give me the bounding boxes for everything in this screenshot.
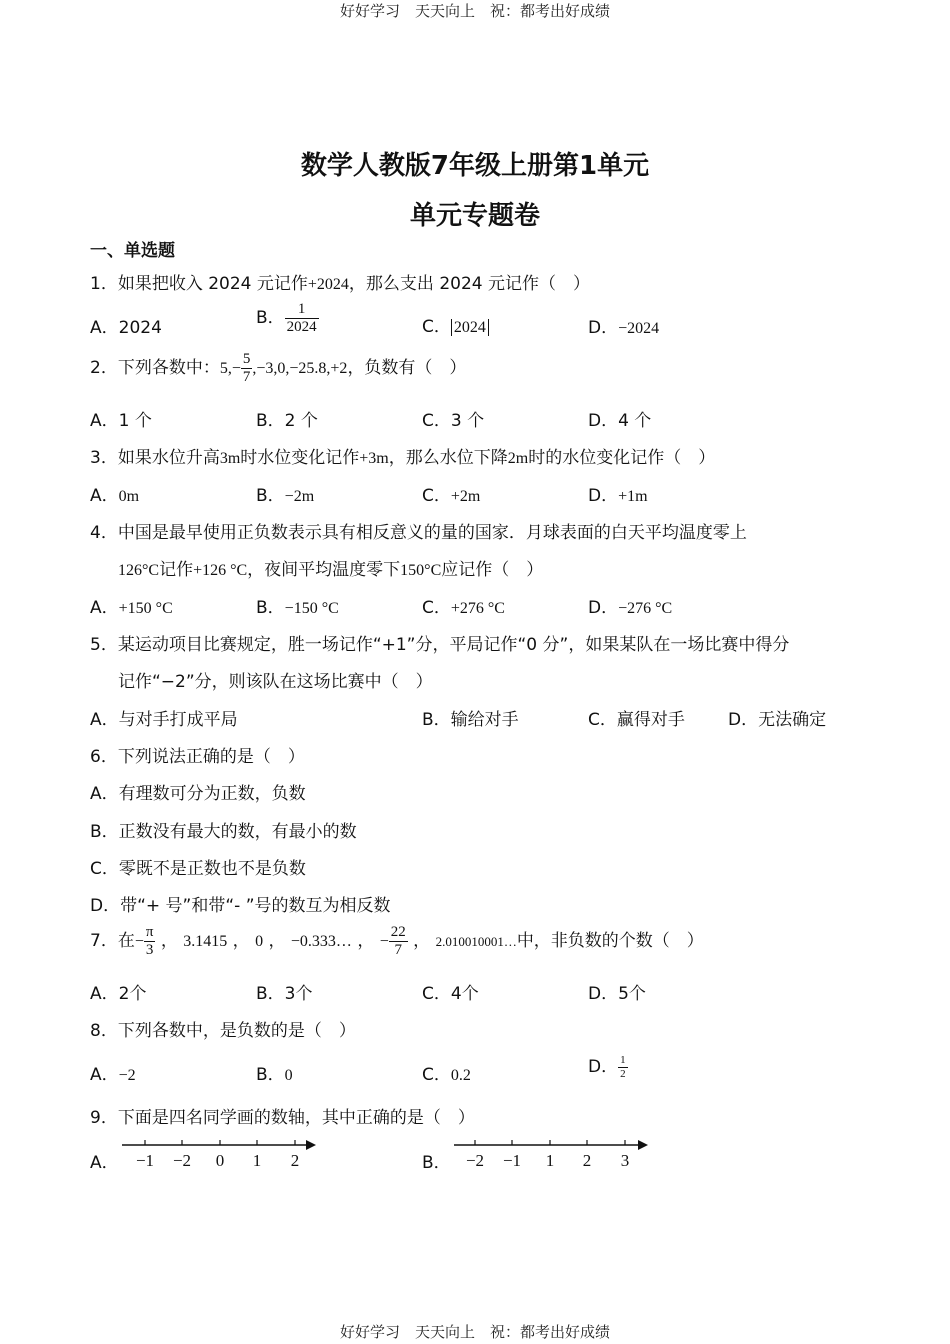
- q7-option-d: D．5个: [588, 984, 646, 1004]
- q9-a-tick-label: −1: [135, 1151, 155, 1170]
- q9-number-line-a: [118, 1134, 323, 1174]
- q9-b-tick-label: 2: [582, 1151, 592, 1170]
- q9-a-tick-label: 2: [290, 1151, 300, 1170]
- q7-option-a: A．2个: [90, 984, 147, 1004]
- question-9: 9．下面是四名同学画的数轴，其中正确的是（ ）: [90, 1108, 475, 1128]
- question-2: 2．下列各数中：5,− $\frac{5}{7}$ ,−3,0,−25.8,+2，负数有（ ）: [90, 351, 467, 385]
- q5-option-a: A．与对手打成平局: [90, 710, 238, 730]
- q6-option-d: D．带“+ 号”和带“- ”号的数互为相反数: [90, 896, 391, 916]
- q1-option-a: A．2024: [90, 318, 162, 338]
- q2-option-b: B．2 个: [256, 411, 318, 431]
- q8-option-b: B．0: [256, 1065, 293, 1085]
- q9-b-tick-label: 1: [545, 1151, 555, 1170]
- q8-option-d: D． $\frac{1}{2}$: [588, 1054, 626, 1080]
- q5-option-c: C．赢得对手: [588, 710, 685, 730]
- q6-option-b: B．正数没有最大的数，有最小的数: [90, 822, 357, 842]
- q3-option-b: B．−2m: [256, 486, 315, 506]
- q2-option-d: D．4 个: [588, 411, 652, 431]
- page-footer: 好好学习 天天向上 祝：都考出好成绩: [339, 1323, 610, 1341]
- question-4-line-1: 4．中国是最早使用正负数表示具有相反意义的量的国家．月球表面的白天平均温度零上: [90, 523, 747, 543]
- page-header: 好好学习 天天向上 祝：都考出好成绩: [339, 2, 610, 20]
- q4-option-d: D．−276 °C: [588, 598, 673, 618]
- q9-option-a-label: A．: [90, 1153, 119, 1173]
- q3-option-a: A．0m: [90, 486, 140, 506]
- question-5-line-1: 5．某运动项目比赛规定，胜一场记作“+1”分，平局记作“0 分”，如果某队在一场比赛中得分: [90, 635, 790, 655]
- q9-b-tick-label: −1: [502, 1151, 522, 1170]
- page-subtitle: 单元专题卷: [409, 201, 540, 231]
- q4-option-c: C．+276 °C: [422, 598, 505, 618]
- q9-option-b-label: B．: [422, 1153, 451, 1173]
- q1-option-d: D．−2024: [588, 318, 660, 338]
- page-title: 数学人教版7年级上册第1单元: [300, 151, 650, 181]
- question-6: 6．下列说法正确的是（ ）: [90, 747, 305, 767]
- q3-option-c: C．+2m: [422, 486, 481, 506]
- q3-option-d: D．+1m: [588, 486, 648, 506]
- question-5-line-2: 记作“−2”分，则该队在这场比赛中（ ）: [118, 672, 433, 692]
- q4-option-b: B．−150 °C: [256, 598, 339, 618]
- question-3: 3．如果水位升高3m时水位变化记作+3m，那么水位下降2m时的水位变化记作（ ）: [90, 448, 716, 468]
- section-heading: 一、单选题: [90, 241, 175, 261]
- q6-option-a: A．有理数可分为正数，负数: [90, 784, 306, 804]
- question-7: 7．在− $\frac{\pi}{3}$ ， 3.1415 ， 0 ， −0.333… ， − $\frac{22}{7}$ ， 2.010010001…中，非负数的个数（ ）: [90, 924, 704, 958]
- q9-a-tick-label: 0: [215, 1151, 225, 1170]
- q2-option-c: C．3 个: [422, 411, 485, 431]
- question-4-line-2: 126°C记作+126 °C，夜间平均温度零下150°C应记作（ ）: [118, 560, 544, 580]
- q1-option-b: B． $\frac{1}{2024}$: [256, 301, 317, 335]
- q9-b-tick-label: 3: [620, 1151, 630, 1170]
- q9-a-tick-label: −2: [172, 1151, 192, 1170]
- q9-number-line-b: [450, 1134, 655, 1174]
- question-8: 8．下列各数中，是负数的是（ ）: [90, 1021, 356, 1041]
- q2-option-a: A．1 个: [90, 411, 152, 431]
- q9-a-tick-label: 1: [252, 1151, 262, 1170]
- q1-option-c: C． 2024: [422, 312, 489, 337]
- q4-option-a: A．+150 °C: [90, 598, 173, 618]
- question-1: 1．如果把收入 2024 元记作+2024，那么支出 2024 元记作（ ）: [90, 274, 590, 294]
- q7-option-b: B．3个: [256, 984, 313, 1004]
- q8-option-a: A．−2: [90, 1065, 136, 1085]
- q5-option-d: D．无法确定: [728, 710, 827, 730]
- q5-option-b: B．输给对手: [422, 710, 519, 730]
- q7-option-c: C．4个: [422, 984, 479, 1004]
- q6-option-c: C．零既不是正数也不是负数: [90, 859, 306, 879]
- q9-b-tick-label: −2: [465, 1151, 485, 1170]
- q8-option-c: C．0.2: [422, 1065, 471, 1085]
